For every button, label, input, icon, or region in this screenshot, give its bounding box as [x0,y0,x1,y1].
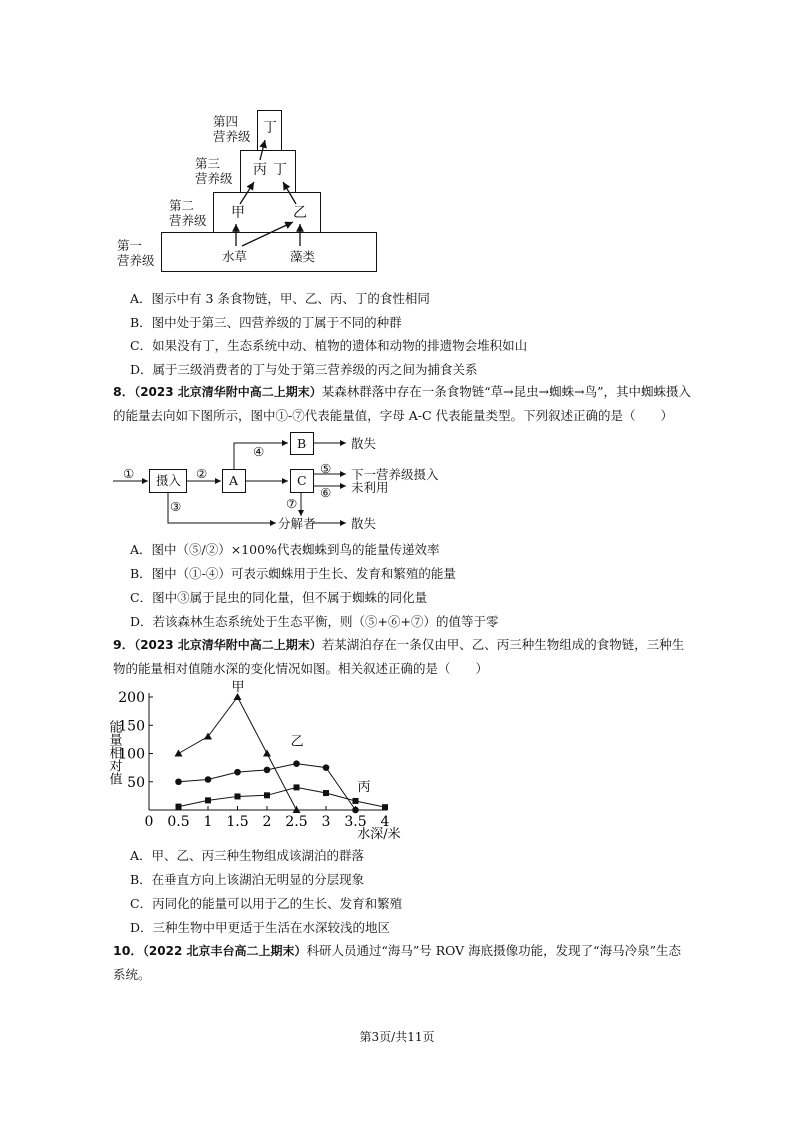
series-point-triangle [263,750,271,757]
x-axis-label: 水深/米 [357,827,401,840]
q9-option-a: A．甲、乙、丙三种生物组成该湖泊的群落 [130,848,365,863]
q7-option-b: B．图中处于第三、四营养级的丁属于不同的种群 [130,315,402,330]
q10-number: 10． [113,943,143,958]
series-point-circle [264,767,271,774]
q9-option-d: D．三种生物中甲更适于生活在水深较浅的地区 [130,920,391,935]
label-loss-1: 散失 [351,436,377,451]
organism-zaolei: 藻类 [290,249,316,264]
q9-option-b: B．在垂直方向上该湖泊无明显的分层现象 [130,872,365,887]
x-tick-label: 0.5 [167,814,190,830]
label-circle-3: ③ [170,499,182,514]
pyramid-level-3-label: 第三 营养级 [195,156,233,186]
pyramid-level-1-label: 第一 营养级 [117,238,155,268]
series-point-square [294,784,300,790]
q9-option-c: C．丙同化的能量可以用于乙的生长、发育和繁殖 [130,896,403,911]
q9-source: （2023 北京清华附中高二上期末） [134,638,322,652]
y-tick-label: 200 [118,690,145,706]
organism-bing: 丙 [253,162,267,178]
organism-shuicao: 水草 [222,249,248,264]
series-point-circle [293,760,300,767]
series-line-1 [179,697,297,810]
q7-option-c: C．如果没有丁，生态系统中动、植物的遗体和动物的排遗物会堆积如山 [130,338,528,353]
pyramid-level-4-label: 第四 营养级 [213,114,251,144]
series-label: 甲 [231,680,245,695]
q7-option-d: D．属于三级消费者的丁与处于第三营养级的丙之间为捕食关系 [130,362,478,377]
label-circle-4: ④ [253,444,265,459]
y-tick-label: 150 [118,718,145,735]
series-point-triangle [175,750,183,757]
x-tick-label: 1.5 [226,814,249,830]
series-point-square [205,797,211,803]
x-tick-label: 3 [321,814,331,830]
organism-ding-top: 丁 [263,120,277,136]
label-circle-1: ① [123,466,135,481]
intake-label: 摄入 [156,473,182,488]
y-tick-label: 50 [127,774,145,791]
organism-ding-level3: 丁 [273,162,287,178]
label-loss-2: 散失 [351,516,377,531]
pyramid-level-2-label: 第二 营养级 [169,198,207,228]
series-point-circle [175,778,182,785]
series-line-3 [179,787,386,807]
series-point-square [264,792,270,798]
label-next-level: 下一营养级摄入 [351,467,439,482]
series-label: 乙 [290,734,304,750]
x-tick-label: 3.5 [344,814,367,830]
label-circle-7: ⑦ [286,496,298,511]
series-point-circle [234,769,241,776]
series-point-circle [323,764,330,771]
box-b-label: B [297,436,307,451]
page-footer: 第3页/共11页 [359,1030,435,1044]
series-point-square [235,793,241,799]
label-circle-6: ⑥ [320,485,332,500]
organism-yi: 乙 [293,205,307,221]
box-a-label: A [229,473,239,488]
series-point-square [382,804,388,810]
q10-stem-text: 科研人员通过“海马”号 ROV 海底摄像功能，发现了“海马冷泉”生态系统。 [113,943,681,982]
q8-option-c: C．图中③属于昆虫的同化量，但不属于蜘蛛的同化量 [130,590,428,605]
series-point-circle [205,776,212,783]
q8-option-d: D．若该森林生态系统处于生态平衡，则（⑤+⑥+⑦）的值等于零 [130,614,499,629]
q8-option-b: B．图中（①-④）可表示蜘蛛用于生长、发育和繁殖的能量 [130,566,456,581]
x-tick-label: 4 [380,814,390,830]
box-c-label: C [297,473,307,488]
q9-stem-text: 若某湖泊存在一条仅由甲、乙、丙三种生物组成的食物链，三种生物的能量相对值随水深的变化情况如图。相关叙述正确的是（ ） [113,637,685,676]
x-tick-label: 0 [144,814,154,830]
series-point-square [176,804,182,810]
q7-option-a: A．图示中有 3 条食物链，甲、乙、丙、丁的食性相同 [130,291,430,306]
series-point-circle [352,807,359,814]
series-point-square [353,798,359,804]
q8-source: （2023 北京清华附中高二上期末） [134,385,322,399]
q8-number: 8． [113,384,135,399]
series-label: 丙 [357,779,371,795]
y-tick-label: 100 [118,746,145,763]
q8-stem-text: 某森林群落中存在一条食物链“草→昆虫→蜘蛛→鸟”，其中蜘蛛摄入的能量去向如下图所示，图中①-⑦代表能量值，字母 A-C 代表能量类型。下列叙述正确的是（ ） [113,384,691,423]
x-tick-label: 2.5 [285,814,308,830]
y-axis-label: 能量相对值 [106,720,122,785]
label-circle-5: ⑤ [320,461,332,476]
q8-option-a: A．图中（⑤/②）×100%代表蜘蛛到鸟的能量传递效率 [130,542,440,557]
label-decomposer: 分解者 [278,516,316,531]
x-tick-label: 1 [203,814,213,830]
x-tick-label: 2 [262,814,272,830]
q9-number: 9． [113,637,135,652]
q10-stem [113,939,693,986]
label-unused: 未利用 [351,480,389,495]
series-point-square [323,790,329,796]
label-circle-2: ② [196,466,208,481]
q10-source: （2022 北京丰台高二上期末） [142,944,307,958]
organism-jia: 甲 [231,205,245,221]
